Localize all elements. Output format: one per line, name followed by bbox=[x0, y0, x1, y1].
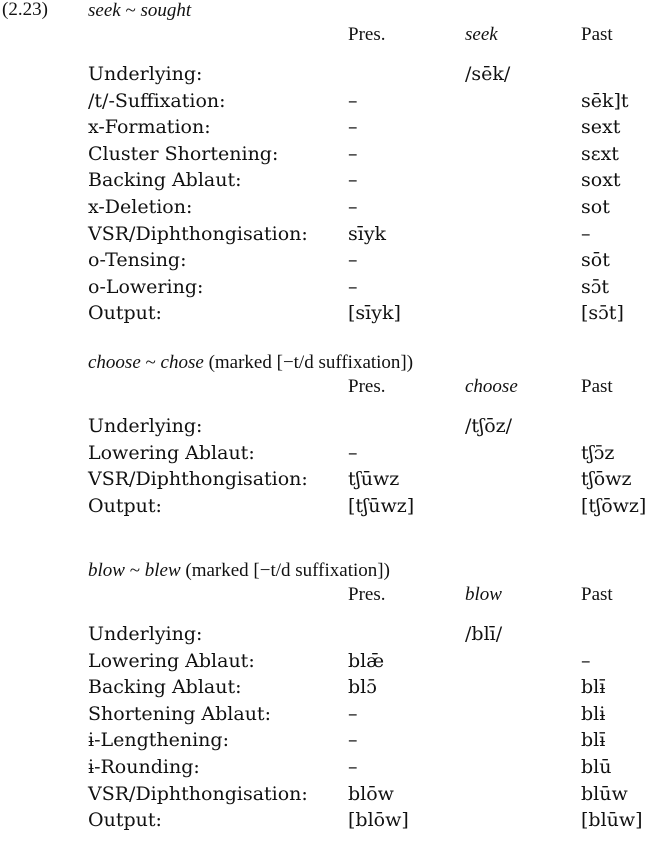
past-form: blɨ bbox=[581, 702, 606, 725]
past-form: blū bbox=[581, 756, 612, 778]
rule-label: Output: bbox=[88, 809, 162, 832]
rule-label: x-Formation: bbox=[88, 116, 211, 139]
derivation-row bbox=[0, 809, 648, 835]
rule-label: Backing Ablaut: bbox=[88, 169, 242, 192]
derivation-row bbox=[0, 169, 648, 195]
underlying-form: /tʃōz/ bbox=[465, 415, 513, 437]
present-form: – bbox=[348, 441, 358, 464]
past-form: tʃɔ̄z bbox=[581, 441, 615, 464]
derivation-title bbox=[88, 560, 390, 582]
header-lexeme: choose bbox=[465, 376, 518, 397]
present-form: sīyk bbox=[348, 222, 387, 245]
derivation-row bbox=[0, 676, 648, 702]
past-form: [sɔ̄t] bbox=[581, 302, 624, 325]
past-form: blɨ̄ bbox=[581, 729, 606, 752]
header-past: Past bbox=[581, 584, 613, 605]
header-past: Past bbox=[581, 24, 613, 45]
present-form: [sīyk] bbox=[348, 302, 401, 325]
rule-label: Backing Ablaut: bbox=[88, 676, 242, 699]
past-form: blūw bbox=[581, 782, 628, 805]
derivation-row bbox=[0, 442, 648, 468]
present-form: – bbox=[348, 275, 358, 298]
derivation-row bbox=[0, 249, 648, 275]
rule-label: ɨ-Rounding: bbox=[88, 756, 200, 778]
past-form: sext bbox=[581, 116, 621, 139]
underlying-form: /sēk/ bbox=[465, 63, 511, 85]
example-number: (2.23) bbox=[2, 0, 48, 20]
present-form: blǣ bbox=[348, 649, 385, 672]
present-form: blōw bbox=[348, 782, 394, 805]
derivation-row bbox=[0, 729, 648, 755]
past-form: sot bbox=[581, 196, 610, 218]
present-form: – bbox=[348, 169, 358, 192]
rule-label: Output: bbox=[88, 302, 162, 325]
derivation-row bbox=[0, 196, 648, 222]
title-tilde: ~ bbox=[140, 352, 161, 373]
derivation-title bbox=[88, 352, 413, 374]
title-form-past: chose bbox=[160, 352, 204, 373]
header-pres: Pres. bbox=[348, 376, 386, 397]
past-form: soxt bbox=[581, 169, 621, 192]
derivation-row bbox=[0, 756, 648, 782]
title-tilde: ~ bbox=[120, 0, 141, 21]
present-form: – bbox=[348, 249, 358, 272]
present-form: [blōw] bbox=[348, 809, 409, 832]
header-pres: Pres. bbox=[348, 584, 386, 605]
title-form-present: choose bbox=[88, 352, 141, 373]
present-form: – bbox=[348, 729, 358, 752]
past-form: sɔ̄t bbox=[581, 275, 610, 298]
derivation-row bbox=[0, 143, 648, 169]
title-form-past: blew bbox=[144, 560, 181, 581]
past-form: sɛxt bbox=[581, 142, 619, 165]
present-form: blɔ̄ bbox=[348, 676, 377, 699]
rule-label: o-Tensing: bbox=[88, 249, 187, 272]
present-form: – bbox=[348, 89, 358, 112]
present-form: – bbox=[348, 702, 358, 725]
rule-label: x-Deletion: bbox=[88, 196, 193, 218]
header-past: Past bbox=[581, 376, 613, 397]
present-form: – bbox=[348, 116, 358, 139]
derivation-row bbox=[0, 783, 648, 809]
rule-label: VSR/Diphthongisation: bbox=[88, 222, 308, 245]
past-form: – bbox=[581, 649, 591, 672]
header-lexeme: blow bbox=[465, 584, 502, 605]
derivation-row bbox=[0, 650, 648, 676]
title-form-present: blow bbox=[88, 560, 125, 581]
present-form: – bbox=[348, 756, 358, 778]
rule-label: Lowering Ablaut: bbox=[88, 649, 255, 672]
derivation-row bbox=[0, 63, 648, 89]
rule-label: Underlying: bbox=[88, 63, 203, 85]
derivation-row bbox=[0, 495, 648, 521]
past-form: [blūw] bbox=[581, 809, 643, 832]
past-form: sōt bbox=[581, 249, 610, 272]
rule-label: Underlying: bbox=[88, 415, 203, 437]
rule-label: VSR/Diphthongisation: bbox=[88, 468, 308, 491]
derivation-row bbox=[0, 116, 648, 142]
derivation-row bbox=[0, 468, 648, 494]
rule-label: Cluster Shortening: bbox=[88, 142, 279, 165]
rule-label: Underlying: bbox=[88, 623, 203, 645]
rule-label: /t/-Suffixation: bbox=[88, 89, 226, 112]
derivation-row bbox=[0, 90, 648, 116]
past-form: tʃōwz bbox=[581, 468, 632, 491]
past-form: – bbox=[581, 222, 591, 245]
title-note: (marked [−t/d suffixation]) bbox=[180, 560, 390, 581]
present-form: [tʃūwz] bbox=[348, 494, 415, 517]
present-form: tʃūwz bbox=[348, 468, 400, 491]
title-form-past: sought bbox=[140, 0, 192, 21]
derivation-row bbox=[0, 276, 648, 302]
rule-label: Shortening Ablaut: bbox=[88, 702, 271, 725]
derivation-row bbox=[0, 703, 648, 729]
rule-label: Output: bbox=[88, 494, 162, 517]
derivation-row bbox=[0, 623, 648, 649]
past-form: blɨ̄ bbox=[581, 676, 606, 699]
derivation-title bbox=[88, 0, 191, 22]
rule-label: o-Lowering: bbox=[88, 275, 204, 298]
rule-label: VSR/Diphthongisation: bbox=[88, 782, 308, 805]
title-form-present: seek bbox=[88, 0, 121, 21]
present-form: – bbox=[348, 142, 358, 165]
derivation-row bbox=[0, 223, 648, 249]
past-form: sēk]t bbox=[581, 89, 629, 112]
underlying-form: /blī/ bbox=[465, 623, 503, 645]
derivation-row bbox=[0, 415, 648, 441]
derivation-row bbox=[0, 302, 648, 328]
present-form: – bbox=[348, 196, 358, 218]
rule-label: Lowering Ablaut: bbox=[88, 441, 255, 464]
header-pres: Pres. bbox=[348, 24, 386, 45]
title-note: (marked [−t/d suffixation]) bbox=[203, 352, 414, 373]
past-form: [tʃōwz] bbox=[581, 494, 647, 517]
title-tilde: ~ bbox=[124, 560, 145, 581]
header-lexeme: seek bbox=[465, 24, 498, 45]
rule-label: ɨ-Lengthening: bbox=[88, 729, 229, 752]
